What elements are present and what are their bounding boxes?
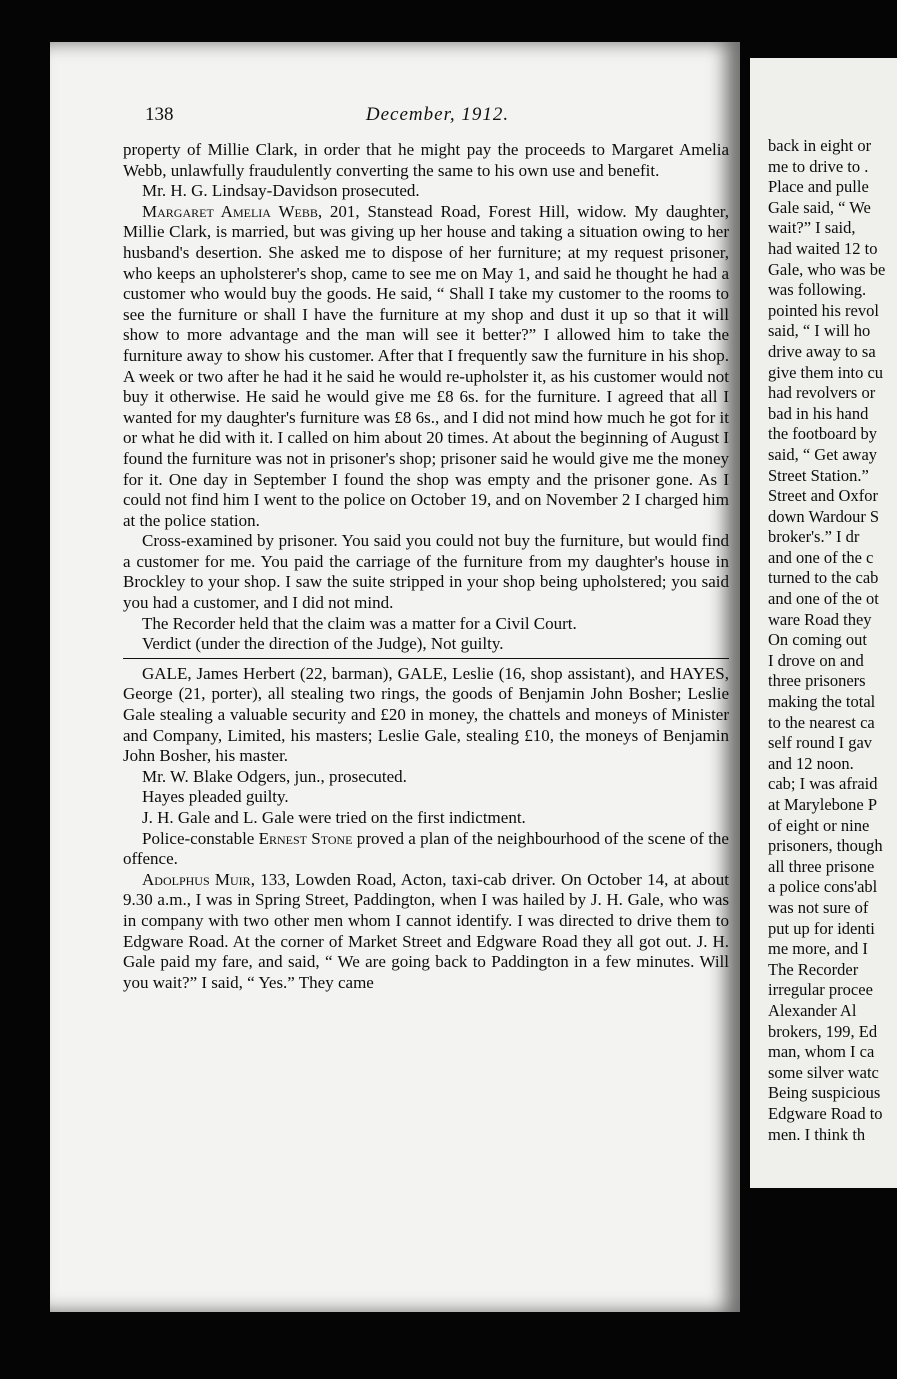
facing-page	[750, 58, 897, 1188]
case2-plea: Hayes pleaded guilty.	[142, 787, 289, 807]
case2-indictment: GALE, James Herbert (22, barman), GALE, Leslie (16, shop assistant), and HAYES, George (21, porter), all stealing two rings, the goods of Benjamin John Bosher; Leslie Gale stealing a valuable security and £20 in money, the chattels and moneys of Minister and Company, Limited, his masters; Leslie Gale, stealing £10, the moneys of Benjamin John Bosher, his master.	[123, 663, 729, 766]
facing-page-line: The Recorder	[768, 959, 859, 979]
facing-page-line: me to drive to .	[768, 156, 869, 176]
facing-page-line: men. I think th	[768, 1124, 866, 1144]
facing-page-line: making the total	[768, 692, 876, 712]
case1-paragraph-1: property of Millie Clark, in order that he might pay the proceeds to Margaret Amelia Webb, unlawfully fraudulently converting the same to his own use and benefit.	[123, 140, 729, 180]
facing-page-line: ware Road they	[768, 609, 872, 629]
facing-page-line: prisoners, though	[768, 836, 883, 856]
facing-page-line: self round I gav	[768, 733, 873, 753]
facing-page-line: had waited 12 to	[768, 238, 878, 258]
witness-name: Adolphus Muir	[142, 869, 251, 889]
facing-page-line: some silver watc	[768, 1062, 879, 1082]
case2-trial-note: J. H. Gale and L. Gale were tried on the first indictment.	[142, 808, 526, 827]
facing-page-line: give them into cu	[768, 362, 884, 382]
case1-witness-webb	[123, 202, 729, 532]
facing-page-line: and one of the c	[768, 547, 874, 567]
case2-witness-muir	[123, 870, 729, 994]
facing-page-line: Alexander Al	[768, 1000, 857, 1020]
constable-name: Ernest Stone	[258, 828, 353, 848]
facing-page-line: three prisoners	[768, 671, 866, 691]
facing-page-line: was not sure of	[768, 897, 869, 917]
facing-page-line: Gale said, “ We	[768, 197, 871, 217]
case1-recorder-ruling: The Recorder held that the claim was a matter for a Civil Court.	[142, 613, 577, 633]
facing-page-line: man, whom I ca	[768, 1042, 875, 1062]
case1-verdict: Verdict (under the direction of the Judge), Not guilty.	[142, 634, 504, 654]
witness-testimony: , 133, Lowden Road, Acton, taxi-cab driver. On October 14, at about 9.30 a.m., I was in Spring Street, Paddington, when I was hailed by J. H. Gale, who was in company with two other men whom I cannot identify. I was directed to drive them to Edgware Road. At the corner of Market Street and Edgware Road they all got out. J. H. Gale paid my fare, and said, “ We are going back to Paddington in a few minutes. Will you wait?” I said, “ Yes.” They came	[123, 869, 729, 992]
facing-page-line: broker's.” I dr	[768, 527, 860, 547]
case2-constable	[123, 829, 729, 870]
witness-testimony: , 201, Stanstead Road, Forest Hill, widow. My daughter, Millie Clark, is married, but was giving up her house and taking a situation owing to her husband's desertion. She asked me to dispose of her furniture; at my request prisoner, who keeps an upholsterer's shop, came to see me on May 1, and said he thought he had a customer who would buy the goods. He said, “ Shall I take my customer to the rooms to see the furniture or shall I have the furniture at my shop and dust it up so that it will show to more advantage and the man will see it better?” I allowed him to take the furniture away to show his customer. After that I frequently saw the furniture in his shop. A week or two after he had it he said he would re-upholster it, as his customer would not buy it otherwise. He said he would give me £8 6s. for the furniture. I agreed that all I wanted for my daughter's furniture was £8 6s., and I did not mind how much he got for it or what he did with it. I called on him about 20 times. At about the beginning of August I found the furniture was not in prisoner's shop; prisoner said he would give me the money for it. One day in September I found the shop was empty and the prisoner gone. As I could not find him I went to the police on October 19, and on November 2 I charged him at the police station.	[123, 201, 729, 530]
constable-text: proved a plan of the neighbourhood of the scene of the offence.	[123, 828, 729, 869]
case2-prosecutor: Mr. W. Blake Odgers, jun., prosecuted.	[142, 766, 407, 786]
facing-page-line: Place and pulle	[768, 177, 869, 197]
facing-page-line: said, “ Get away	[768, 444, 878, 464]
text-column	[123, 140, 729, 993]
left-page	[50, 42, 740, 1312]
facing-page-line: Gale, who was be	[768, 259, 886, 279]
facing-page-line: Street and Oxfor	[768, 486, 878, 506]
facing-page-line: pointed his revol	[768, 300, 879, 320]
facing-page-line: put up for identi	[768, 918, 875, 938]
facing-page-line: wait?” I said,	[768, 218, 856, 238]
facing-page-line: said, “ I will ho	[768, 321, 871, 341]
facing-page-line: drive away to sa	[768, 341, 876, 361]
witness-name: Margaret Amelia Webb	[142, 201, 318, 221]
facing-page-line: Street Station.”	[768, 465, 869, 485]
facing-page-line: irregular procee	[768, 980, 873, 1000]
running-title: December, 1912.	[365, 104, 510, 125]
facing-page-line: to the nearest ca	[768, 712, 875, 732]
facing-page-line: I drove on and	[768, 650, 864, 670]
facing-page-line: Being suspicious	[768, 1083, 881, 1103]
facing-page-line: the footboard by	[768, 424, 878, 444]
constable-prefix: Police-constable	[142, 828, 259, 848]
facing-page-line: brokers, 199, Ed	[768, 1021, 878, 1041]
facing-page-text	[768, 136, 897, 1145]
facing-page-line: bad in his hand	[768, 403, 869, 423]
facing-page-line: at Marylebone P	[768, 795, 878, 814]
page-number: 138	[145, 104, 174, 125]
facing-page-line: cab; I was afraid	[768, 774, 878, 794]
facing-page-line: back in eight or	[768, 136, 872, 155]
page-header	[145, 104, 730, 134]
facing-page-line: On coming out	[768, 630, 867, 650]
facing-page-line: had revolvers or	[768, 383, 876, 403]
facing-page-line: and one of the ot	[768, 589, 879, 609]
facing-page-line: was following.	[768, 280, 867, 300]
facing-page-line: me more, and I	[768, 939, 868, 959]
case1-cross-examination: Cross-examined by prisoner. You said you could not buy the furniture, but would find a customer for me. You paid the carriage of the furniture from my daughter's house in Brockley to your shop. I saw the suite stripped in your shop being upholstered; you said you had a customer, and I did not mind.	[123, 531, 729, 613]
facing-page-line: Edgware Road to	[768, 1103, 883, 1123]
facing-page-line: and 12 noon.	[768, 753, 854, 773]
facing-page-line: all three prisone	[768, 856, 875, 876]
case1-prosecutor: Mr. H. G. Lindsay-Davidson prosecuted.	[142, 181, 420, 201]
facing-page-line: turned to the cab	[768, 568, 879, 588]
facing-page-line: of eight or nine	[768, 815, 870, 835]
facing-page-line: down Wardour S	[768, 506, 880, 526]
facing-page-line: a police cons'abl	[768, 877, 878, 897]
case-divider	[123, 658, 729, 659]
